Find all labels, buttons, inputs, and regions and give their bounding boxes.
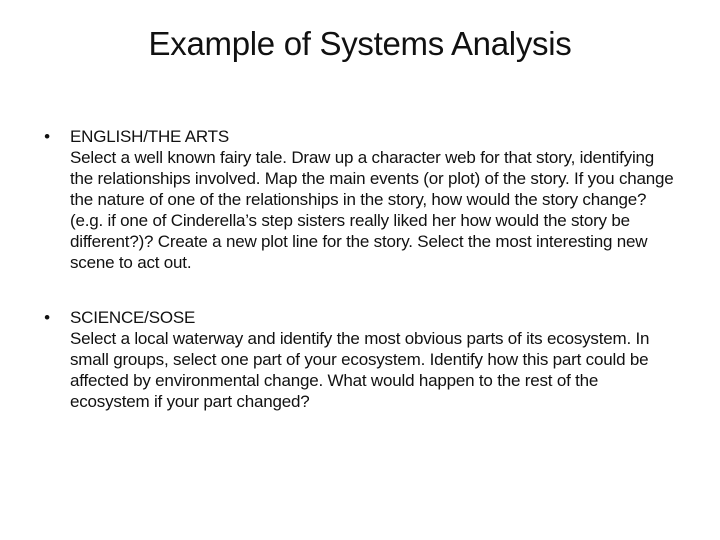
bullet-heading: ENGLISH/THE ARTS bbox=[70, 127, 229, 146]
bullet-icon: • bbox=[44, 308, 50, 327]
bullet-icon: • bbox=[44, 127, 50, 146]
bullet-list bbox=[40, 126, 680, 412]
bullet-heading: SCIENCE/SOSE bbox=[70, 308, 196, 327]
bullet-item-science-sose bbox=[40, 307, 680, 412]
bullet-body: Select a local waterway and identify the most obvious parts of its ecosystem. In small groups, select one part of your ecosystem. Identify how this part could be affected by environmental change. What would happen to the rest of the ecosystem if your part changed? bbox=[70, 329, 650, 411]
bullet-body: Select a well known fairy tale. Draw up a character web for that story, identifying the relationships involved. Map the main events (or plot) of the story. If you change the nature of one of the relationships in the story, how would the story change? (e.g. if one of Cinderella’s step sisters really liked her how would the story be different?)? Create a new plot line for the story. Select the most interesting new scene to act out. bbox=[70, 148, 674, 272]
slide-title: Example of Systems Analysis bbox=[148, 25, 572, 62]
bullet-item-english-arts bbox=[40, 126, 680, 273]
